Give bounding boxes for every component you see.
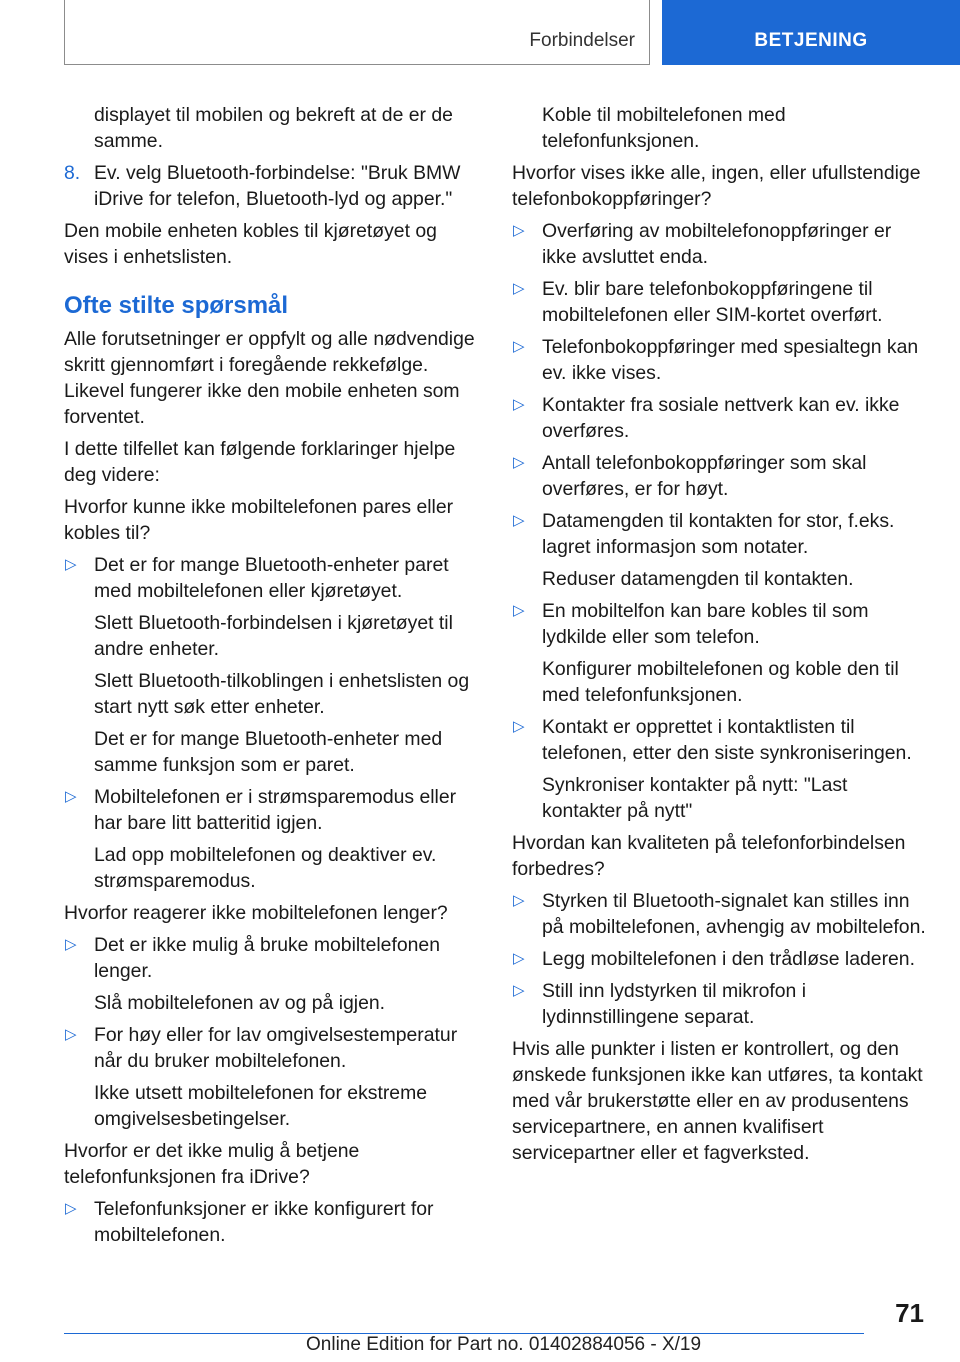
page-header — [0, 0, 960, 66]
bullet-item — [512, 978, 928, 1030]
bullet-remedy: Synkroniser kontakter på nytt: "Last kontakter på nytt" — [542, 774, 848, 822]
triangle-bullet-icon: ▷ — [513, 512, 525, 529]
paragraph: I dette tilfellet kan følgende forklaringer hjelpe deg videre: — [64, 438, 456, 486]
bullet-item — [64, 932, 484, 1016]
bullet-remedy: Lad opp mobiltelefonen og deaktiver ev. strømsparemodus. — [94, 844, 437, 892]
bullet-text: Kontakt er opprettet i kontaktlisten til telefonen, etter den siste synkroniseringen. — [542, 716, 912, 764]
bullet-item — [512, 392, 928, 444]
question: Hvordan kan kvaliteten på telefonforbindelsen forbedres? — [512, 832, 906, 880]
bullet-item — [512, 218, 928, 270]
triangle-bullet-icon: ▷ — [513, 280, 525, 297]
footer-edition: Online Edition for Part no. 01402884056 - X/19 — [306, 1334, 702, 1355]
step-number: 8. — [64, 162, 81, 184]
bullet-text: Telefonfunksjoner er ikke konfigurert for mobiltelefonen. — [94, 1198, 434, 1246]
bullet-text: En mobiltelfon kan bare kobles til som lydkilde eller som telefon. — [542, 600, 869, 648]
bullet-text: Kontakter fra sosiale nettverk kan ev. ikke overføres. — [542, 394, 900, 442]
bullet-text: Det er ikke mulig å bruke mobiltelefonen lenger. — [94, 934, 440, 982]
bullet-remedy: Ikke utsett mobiltelefonen for ekstreme omgivelsesbetingelser. — [94, 1082, 428, 1130]
bullet-item — [512, 946, 928, 972]
bullet-item — [512, 714, 928, 824]
paragraph: Den mobile enheten kobles til kjøretøyet og vises i enhetslisten. — [64, 220, 437, 268]
triangle-bullet-icon: ▷ — [513, 892, 525, 909]
triangle-bullet-icon: ▷ — [65, 936, 77, 953]
bullet-item — [64, 784, 484, 894]
continued-step-text: displayet til mobilen og bekreft at de er de samme. — [94, 104, 453, 152]
triangle-bullet-icon: ▷ — [513, 718, 525, 735]
bullet-text: Styrken til Bluetooth-signalet kan stilles inn på mobiltelefonen, avhengig av mobiltelefon. — [542, 890, 926, 938]
bullet-item — [512, 888, 928, 940]
step-text: Ev. velg Bluetooth-forbindelse: "Bruk BMW iDrive for telefon, Bluetooth-lyd og apper." — [94, 162, 461, 210]
section-heading: Ofte stilte spørsmål — [64, 292, 289, 319]
bullet-text: Det er for mange Bluetooth-enheter paret med mobiltelefonen eller kjøretøyet. — [94, 554, 449, 602]
continued-remedy-text: Koble til mobiltelefonen med telefonfunksjonen. — [542, 104, 786, 152]
bullet-text: Overføring av mobiltelefonoppføringer er ikke avsluttet enda. — [542, 220, 892, 268]
bullet-item — [64, 1022, 484, 1132]
bullet-text: For høy eller for lav omgivelsestemperatur når du bruker mobiltelefonen. — [94, 1024, 458, 1072]
bullet-item — [512, 598, 928, 708]
bullet-remedy: Slett Bluetooth-tilkoblingen i enhetslisten og start nytt søk etter enheter. — [94, 670, 470, 718]
bullet-text: Mobiltelefonen er i strømsparemodus eller har bare litt batteritid igjen. — [94, 786, 457, 834]
step-8 — [64, 160, 484, 212]
triangle-bullet-icon: ▷ — [65, 1026, 77, 1043]
header-section-box — [64, 0, 650, 65]
bullet-item — [64, 552, 484, 778]
triangle-bullet-icon: ▷ — [65, 556, 77, 573]
triangle-bullet-icon: ▷ — [65, 1200, 77, 1217]
bullet-remedy: Konfigurer mobiltelefonen og koble den til med telefonfunksjonen. — [542, 658, 899, 706]
triangle-bullet-icon: ▷ — [513, 222, 525, 239]
triangle-bullet-icon: ▷ — [513, 454, 525, 471]
bullet-text: Datamengden til kontakten for stor, f.eks. lagret informasjon som notater. — [542, 510, 895, 558]
bullet-item — [64, 1196, 484, 1248]
right-column — [512, 102, 928, 1172]
bullet-remedy: Slett Bluetooth-forbindelsen i kjøretøyet til andre enheter. — [94, 612, 453, 660]
triangle-bullet-icon: ▷ — [513, 396, 525, 413]
question: Hvorfor vises ikke alle, ingen, eller ufullstendige telefonbokoppføringer? — [512, 162, 921, 210]
bullet-text: Ev. blir bare telefonbokoppføringene til mobiltelefonen eller SIM-kortet overført. — [542, 278, 883, 326]
bullet-text: Telefonbokoppføringer med spesialtegn kan ev. ikke vises. — [542, 336, 919, 384]
paragraph: Alle forutsetninger er oppfylt og alle nødvendige skritt gjennomført i foregående rekkefølge. Likevel fungerer ikke den mobile enheten som forventet. — [64, 328, 475, 428]
bullet-item — [512, 508, 928, 592]
header-section-title: Forbindelser — [529, 30, 635, 51]
triangle-bullet-icon: ▷ — [513, 338, 525, 355]
left-column — [64, 102, 484, 1254]
bullet-item — [512, 334, 928, 386]
header-chapter-tab: BETJENING — [662, 0, 960, 65]
paragraph: Hvis alle punkter i listen er kontrollert, og den ønskede funksjonen ikke kan utføres, ta kontakt med vår brukerstøtte eller en av produsentens servicepartnere, en annen kvalifisert servicepartner eller et fagverksted. — [512, 1038, 923, 1164]
bullet-text: Legg mobiltelefonen i den trådløse laderen. — [542, 948, 915, 970]
triangle-bullet-icon: ▷ — [513, 982, 525, 999]
bullet-remedy: Reduser datamengden til kontakten. — [542, 568, 854, 590]
bullet-text: Still inn lydstyrken til mikrofon i lydinnstillingene separat. — [542, 980, 807, 1028]
page-number: 71 — [895, 1298, 924, 1328]
question: Hvorfor kunne ikke mobiltelefonen pares eller kobles til? — [64, 496, 454, 544]
triangle-bullet-icon: ▷ — [513, 602, 525, 619]
question: Hvorfor er det ikke mulig å betjene telefonfunksjonen fra iDrive? — [64, 1140, 360, 1188]
question: Hvorfor reagerer ikke mobiltelefonen lenger? — [64, 902, 448, 924]
bullet-text: Antall telefonbokoppføringer som skal overføres, er for høyt. — [542, 452, 867, 500]
bullet-item — [512, 450, 928, 502]
triangle-bullet-icon: ▷ — [65, 788, 77, 805]
bullet-remedy: Det er for mange Bluetooth-enheter med samme funksjon som er paret. — [94, 728, 443, 776]
bullet-item — [512, 276, 928, 328]
triangle-bullet-icon: ▷ — [513, 950, 525, 967]
bullet-remedy: Slå mobiltelefonen av og på igjen. — [94, 992, 386, 1014]
